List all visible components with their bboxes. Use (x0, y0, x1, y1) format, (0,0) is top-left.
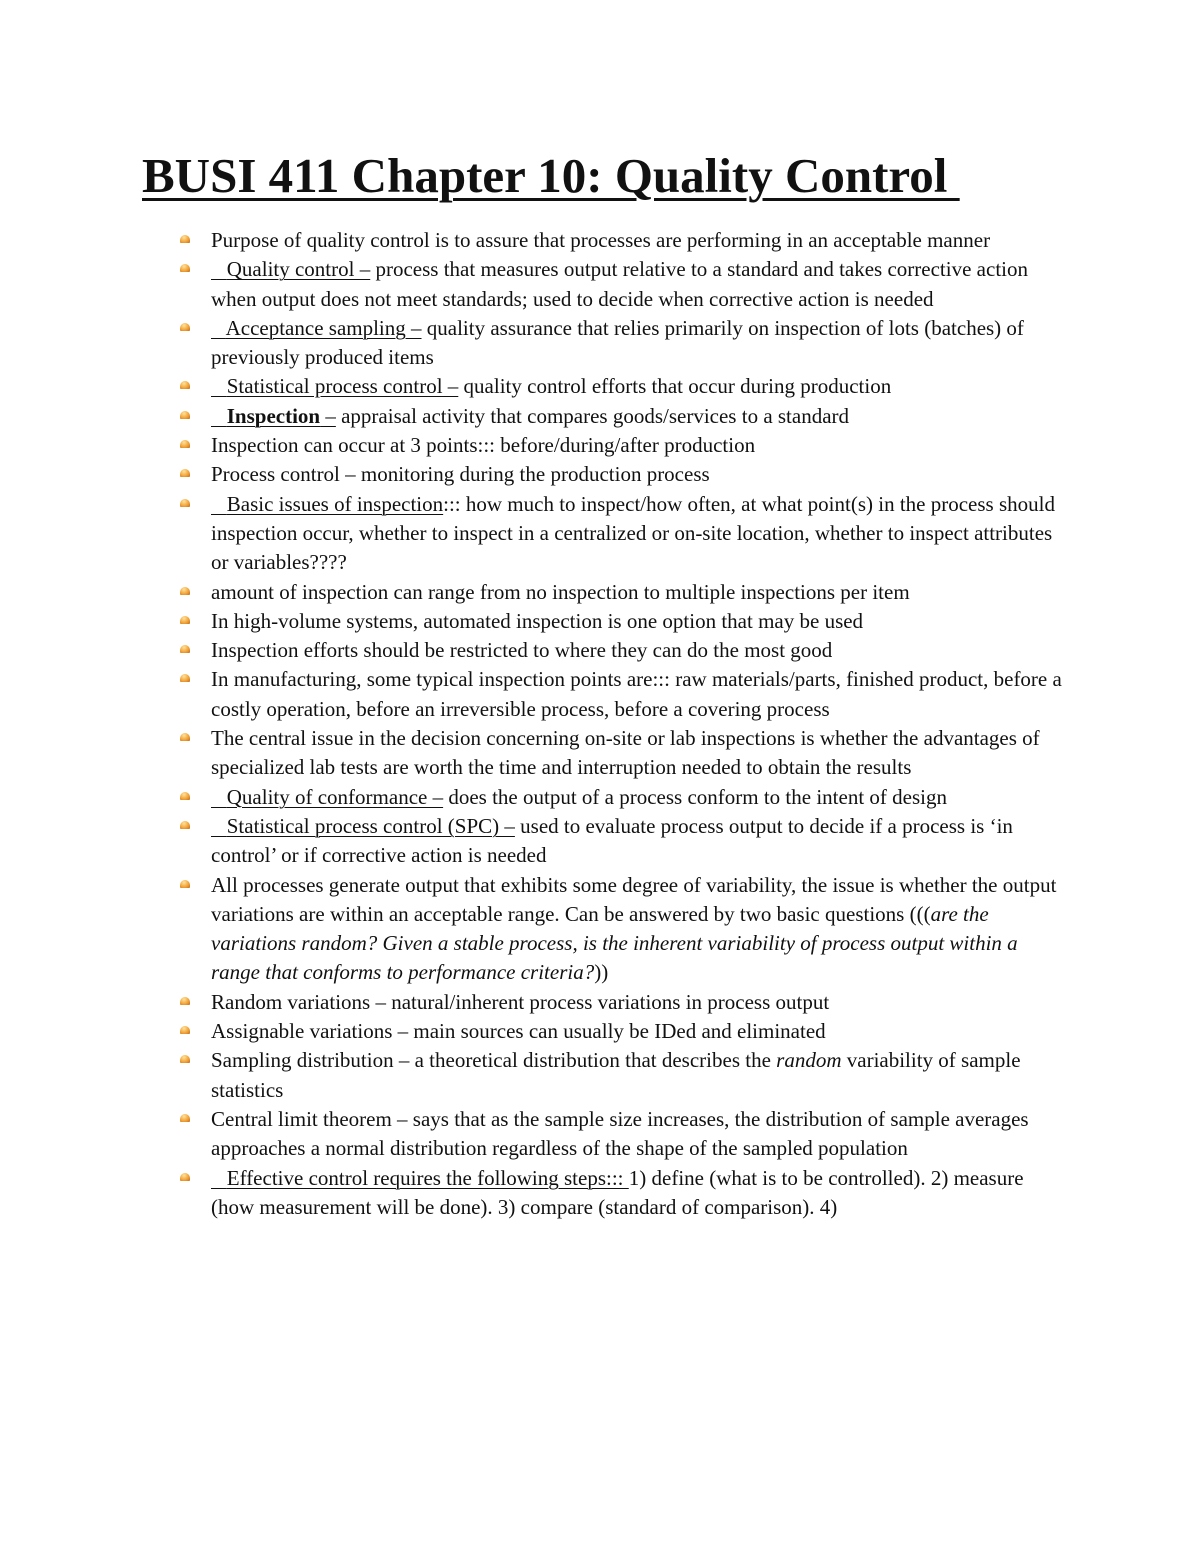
list-item (176, 988, 1066, 1017)
term-label: Quality of conformance – (226, 784, 444, 809)
term-label: Basic issues of inspection (226, 491, 444, 516)
item-text: quality assurance that relies primarily on inspection of lots (batches) of previously produced items (211, 315, 1024, 370)
bullet-icon (180, 674, 190, 682)
bullet-icon (180, 1026, 190, 1034)
list-item (176, 1017, 1066, 1046)
item-italic-text: are the variations random? Given a stable process, is the inherent variability of process output within a range that conforms to performance criteria? (211, 901, 1018, 985)
item-text: Inspection efforts should be restricted to where they can do the most good (211, 638, 833, 663)
item-italic-text: random (776, 1048, 842, 1073)
term-label: Inspection (226, 403, 321, 428)
item-text: Central limit theorem – says that as the sample size increases, the distribution of sample averages approaches a normal distribution regardless of the shape of the sampled population (211, 1106, 1029, 1161)
term-label: Acceptance sampling – (225, 315, 422, 340)
item-text-end: )) (594, 960, 609, 985)
bullet-icon (180, 440, 190, 448)
list-item (176, 402, 1066, 431)
list-item (176, 812, 1066, 871)
item-text: Assignable variations – main sources can usually be IDed and eliminated (211, 1019, 826, 1044)
bullet-icon (180, 264, 190, 272)
item-text: Purpose of quality control is to assure that processes are performing in an acceptable manner (211, 228, 991, 252)
bullet-icon (180, 411, 190, 419)
item-text: All processes generate output that exhibits some degree of variability, the issue is whether the output variations are within an acceptable range. Can be answered by two basic questions ((( (211, 872, 1057, 926)
bullet-icon (180, 1173, 190, 1181)
item-text: Process control – monitoring during the production process (211, 462, 710, 487)
item-text: 1) define (what is to be controlled). 2) measure (how measurement will be done). 3) compare (standard of comparison). 4) (211, 1165, 1024, 1219)
item-text: appraisal activity that compares goods/services to a standard (335, 403, 850, 428)
bullet-icon (180, 381, 190, 389)
list-item (176, 255, 1066, 314)
bullet-icon (180, 733, 190, 741)
term-label: Statistical process control – (226, 374, 459, 399)
bullet-icon (180, 821, 190, 829)
list-item (176, 460, 1066, 489)
bullet-icon (180, 616, 190, 624)
list-item (176, 783, 1066, 812)
bullet-icon (180, 469, 190, 477)
term-label: Quality control – (226, 257, 371, 282)
list-item (176, 372, 1066, 401)
bullet-icon (180, 645, 190, 653)
item-text: In high-volume systems, automated inspection is one option that may be used (211, 608, 864, 633)
item-text: quality control efforts that occur during production (458, 374, 892, 399)
item-text: used to evaluate process output to decide if a process is ‘in control’ or if corrective action is needed (211, 813, 1013, 868)
item-text: The central issue in the decision concerning on-site or lab inspections is whether the advantages of specialized lab tests are worth the time and interruption needed to obtain the results (211, 726, 1040, 780)
term-label: Effective control requires the following steps::: (226, 1165, 629, 1190)
item-text-end: variability of sample statistics (211, 1048, 1021, 1102)
list-item (176, 314, 1066, 373)
item-text: Sampling distribution – a theoretical distribution that describes the (211, 1048, 777, 1073)
term-label: Statistical process control (SPC) – (226, 813, 515, 838)
item-text: does the output of a process conform to the intent of design (443, 784, 947, 809)
list-item (176, 1164, 1066, 1223)
item-text: Random variations – natural/inherent process variations in process output (211, 989, 830, 1014)
bullet-icon (180, 587, 190, 595)
bullet-icon (180, 499, 190, 507)
item-text: amount of inspection can range from no inspection to multiple inspections per item (211, 579, 910, 604)
list-item (176, 1046, 1066, 1105)
item-text: In manufacturing, some typical inspection points are::: raw materials/parts, finished product, before a costly operation, before an irreversible process, before a covering process (211, 667, 1062, 721)
bullet-icon (180, 235, 190, 243)
item-text: process that measures output relative to a standard and takes corrective action when output does not meet standards; used to decide when corrective action is needed (211, 257, 1028, 311)
page-title: BUSI 411 Chapter 10: Quality Control (142, 148, 960, 203)
list-item (176, 665, 1066, 724)
bullet-icon (180, 880, 190, 888)
bullet-icon (180, 323, 190, 331)
bullet-icon (180, 1055, 190, 1063)
list-item (176, 607, 1066, 636)
list-item (176, 226, 1066, 255)
list-item (176, 1105, 1066, 1164)
list-item (176, 490, 1066, 578)
bullet-icon (180, 1114, 190, 1122)
list-item (176, 724, 1066, 783)
list-item (176, 871, 1066, 988)
notes-list (176, 226, 1066, 1222)
list-item (176, 636, 1066, 665)
list-item (176, 578, 1066, 607)
term-dash: – (320, 403, 336, 428)
item-text: ::: how much to inspect/how often, at what point(s) in the process should inspection occur, whether to inspect in a centralized or on-site location, whether to inspect attributes or variables???? (211, 491, 1055, 575)
item-text: Inspection can occur at 3 points::: before/during/after production (211, 433, 756, 458)
list-item (176, 431, 1066, 460)
bullet-icon (180, 997, 190, 1005)
bullet-icon (180, 792, 190, 800)
